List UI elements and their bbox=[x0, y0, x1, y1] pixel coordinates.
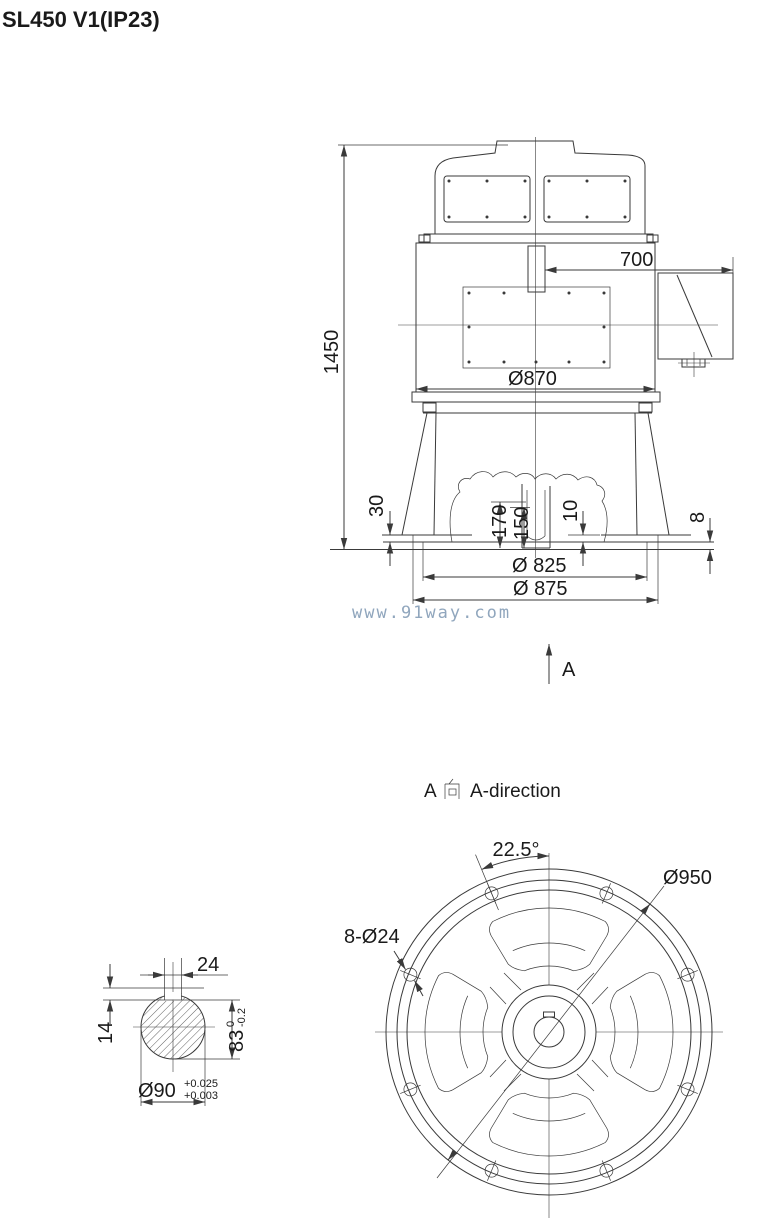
frame-bottom-flange bbox=[412, 392, 660, 402]
dim-text-83-tol-bottom: -0.2 bbox=[236, 1008, 248, 1027]
dim-base-lip bbox=[366, 495, 404, 566]
dim-text-875: Ø 875 bbox=[513, 578, 568, 600]
dim-text-950: Ø950 bbox=[663, 867, 712, 889]
a-direction-prefix: A bbox=[424, 781, 437, 802]
dim-text-150: 150 bbox=[511, 506, 533, 540]
dim-frame-dia bbox=[416, 368, 655, 390]
dim-text-14: 14 bbox=[95, 1021, 117, 1044]
shaft-section-view bbox=[95, 954, 248, 1106]
dim-overall-height bbox=[321, 145, 508, 550]
hood-panel-right bbox=[544, 176, 630, 222]
top-hood-outline bbox=[435, 141, 645, 234]
dim-text-83-tol-top: 0 bbox=[225, 1020, 237, 1027]
dim-bolt-circle bbox=[423, 555, 647, 577]
dim-text-83: 83 bbox=[226, 1029, 248, 1052]
dim-text-170: 170 bbox=[489, 504, 511, 538]
frame-panel bbox=[463, 287, 610, 368]
dim-text-825: Ø 825 bbox=[512, 555, 567, 577]
dim-text-10: 10 bbox=[560, 499, 582, 522]
dim-text-700: 700 bbox=[620, 249, 654, 271]
watermark: www.91way.com bbox=[352, 603, 512, 623]
dim-hole-angle bbox=[476, 839, 550, 910]
dim-text-870: Ø870 bbox=[508, 368, 557, 390]
dim-text-8: 8 bbox=[687, 511, 709, 523]
dim-text-30: 30 bbox=[366, 494, 388, 517]
dim-key-width bbox=[140, 954, 228, 976]
dim-shaft-to-box bbox=[545, 249, 733, 276]
cjk-xiang-glyph bbox=[445, 779, 459, 799]
dim-base-plate bbox=[687, 512, 710, 574]
sheet-title: SL450 V1(IP23) bbox=[2, 7, 160, 32]
dim-bolt-holes bbox=[344, 926, 423, 996]
hood-panel-left bbox=[444, 176, 530, 222]
dim-base-dia bbox=[413, 578, 658, 600]
flange-view bbox=[344, 839, 723, 1218]
dim-flat bbox=[225, 1000, 248, 1059]
view-arrow-label: A bbox=[562, 659, 576, 681]
dim-text-90-tol-top: +0.025 bbox=[184, 1078, 218, 1090]
dim-text-90-tol-bottom: +0.003 bbox=[184, 1090, 218, 1102]
a-direction-text: A-direction bbox=[470, 781, 561, 802]
hood-flange bbox=[424, 234, 653, 243]
dim-text-1450: 1450 bbox=[321, 329, 343, 375]
a-direction-caption bbox=[424, 779, 561, 802]
elevation-view bbox=[321, 137, 733, 684]
dim-text-90: Ø90 bbox=[138, 1080, 176, 1102]
pedestal-bolt-left bbox=[423, 403, 436, 412]
view-direction-arrow bbox=[549, 644, 576, 684]
dim-key-height bbox=[95, 964, 117, 1044]
pedestal bbox=[382, 413, 691, 535]
pedestal-bolt-right bbox=[639, 403, 652, 412]
top-shaft-stub bbox=[528, 246, 545, 292]
dim-text-24: 24 bbox=[197, 954, 220, 976]
keyway-slot-mask bbox=[165, 992, 181, 1000]
dim-text-8-24: 8-Ø24 bbox=[344, 926, 400, 948]
hub bbox=[502, 985, 596, 1079]
dim-text-22-5: 22.5° bbox=[492, 839, 540, 861]
